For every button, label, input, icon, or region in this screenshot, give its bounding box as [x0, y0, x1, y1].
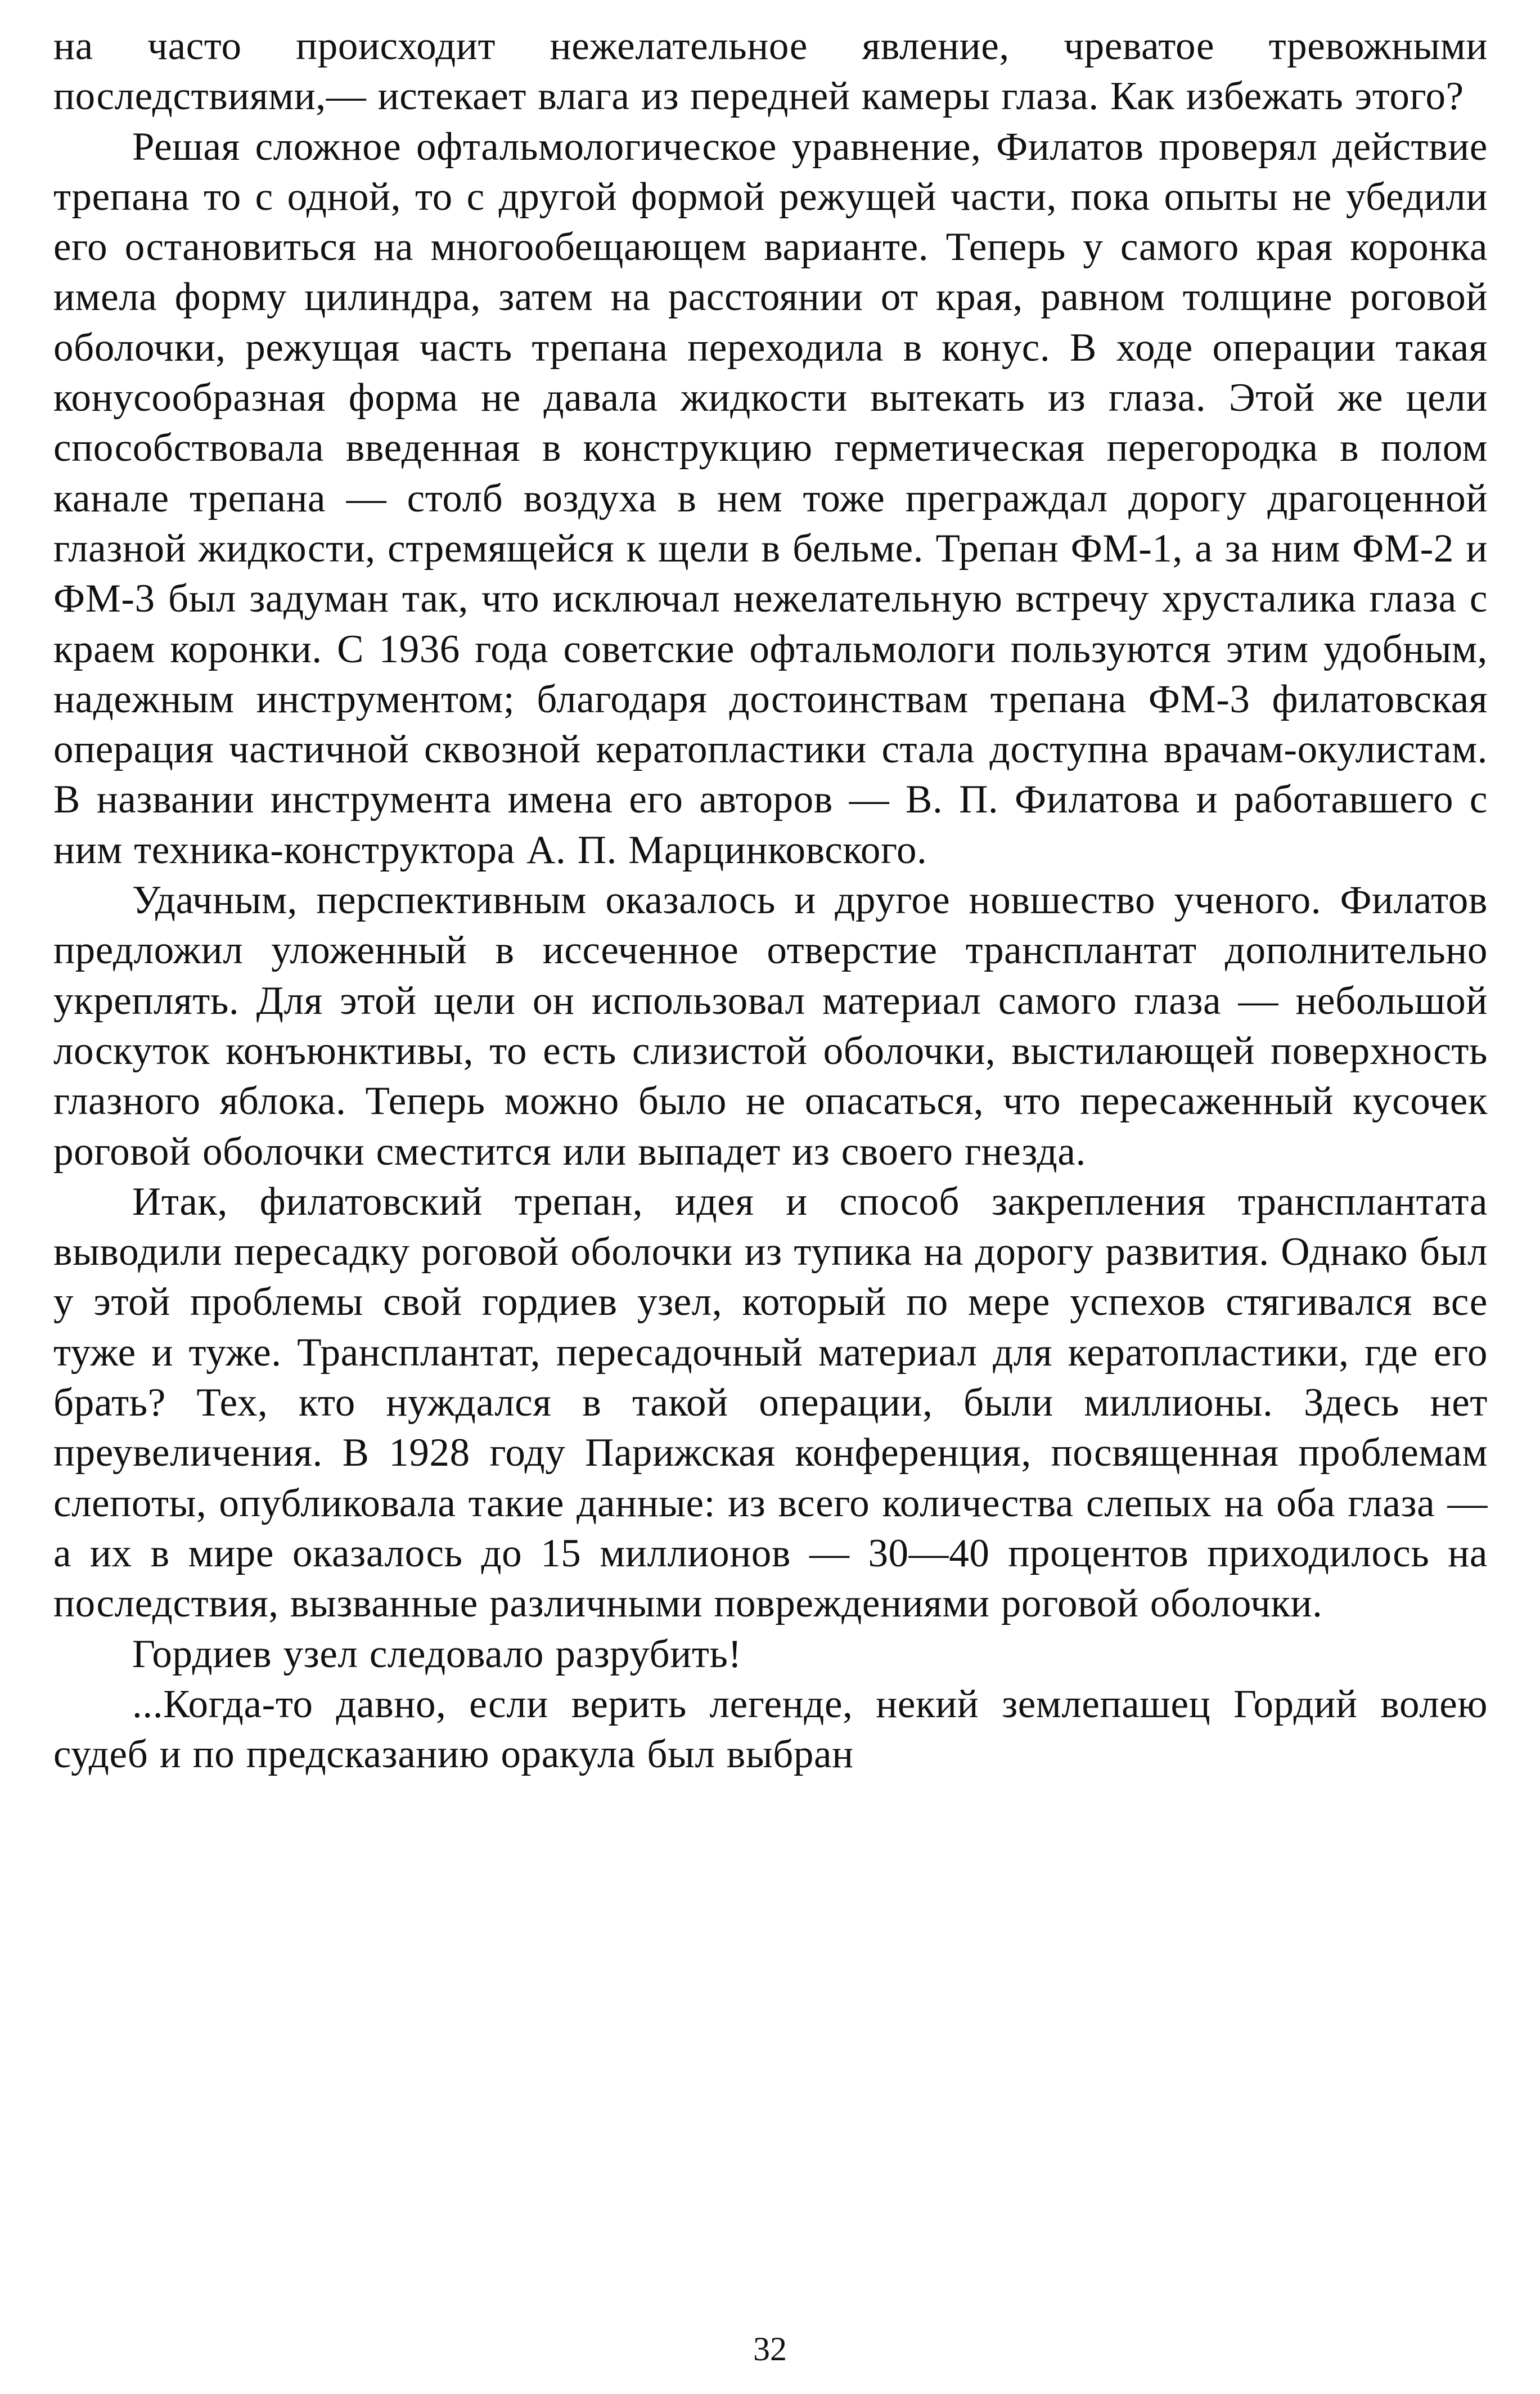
paragraph-4: Итак, филатовский трепан, идея и способ закрепления трансплантата выводили пересадку роговой оболочки из тупика на дорогу развития. Однако был у этой проблемы свой гордиев узел, который по мере успехов стягивался все туже и туже. Трансплантат, пересадочный материал для кератопластики, где его брать? Тех, кто нуждался в такой операции, были миллионы. Здесь нет преувеличения. В 1928 году Парижская конференция, посвященная проблемам слепоты, опубликовала такие данные: из всего количества слепых на оба глаза — а их в мире оказалось до 15 миллионов — 30—40 процентов приходилось на последствия, вызванные различными повреждениями роговой оболочки. [53, 1179, 1488, 1626]
page-number: 32 [753, 2330, 787, 2368]
paragraph-6: ...Когда-то давно, если верить легенде, некий землепашец Гордий волею судеб и по предсказанию оракула был выбран [53, 1682, 1488, 1777]
paragraph-1: на часто происходит нежелательное явление, чреватое тревожными последствиями,— истекает влага из передней камеры глаза. Как избежать этого? [53, 24, 1488, 119]
paragraph-2: Решая сложное офтальмологическое уравнение, Филатов проверял действие трепана то с одной, то с другой формой режущей части, пока опыты не убедили его остановиться на многообещающем варианте. Теперь у самого края коронка имела форму цилиндра, затем на расстоянии от края, равном толщине роговой оболочки, режущая часть трепана переходила в конус. В ходе операции такая конусообразная форма не давала жидкости вытекать из глаза. Этой же цели способствовала введенная в конструкцию герметическая перегородка в полом канале трепана — столб воздуха в нем тоже преграждал дорогу драгоценной глазной жидкости, стремящейся к щели в бельме. Трепан ФМ-1, а за ним ФМ-2 и ФМ-3 был задуман так, что исключал нежелательную встречу хрусталика глаза с краем коронки. С 1936 года советские офтальмологи пользуются этим удобным, надежным инструментом; благодаря достоинствам трепана ФМ-3 филатовская операция частичной сквозной кератопластики стала доступна врачам-окулистам. В названии инструмента имена его авторов — В. П. Филатова и работавшего с ним техника-конструктора А. П. Марцинковского. [53, 124, 1488, 872]
body-text [53, 21, 1488, 1780]
paragraph-3: Удачным, перспективным оказалось и другое новшество ученого. Филатов предложил уложенный в иссеченное отверстие трансплантат дополнительно укреплять. Для этой цели он использовал материал самого глаза — небольшой лоскуток конъюнктивы, то есть слизистой оболочки, выстилающей поверхность глазного яблока. Теперь можно было не опасаться, что пересаженный кусочек роговой оболочки сместится или выпадет из своего гнезда. [53, 878, 1488, 1174]
paragraph-5: Гордиев узел следовало разрубить! [132, 1632, 742, 1676]
